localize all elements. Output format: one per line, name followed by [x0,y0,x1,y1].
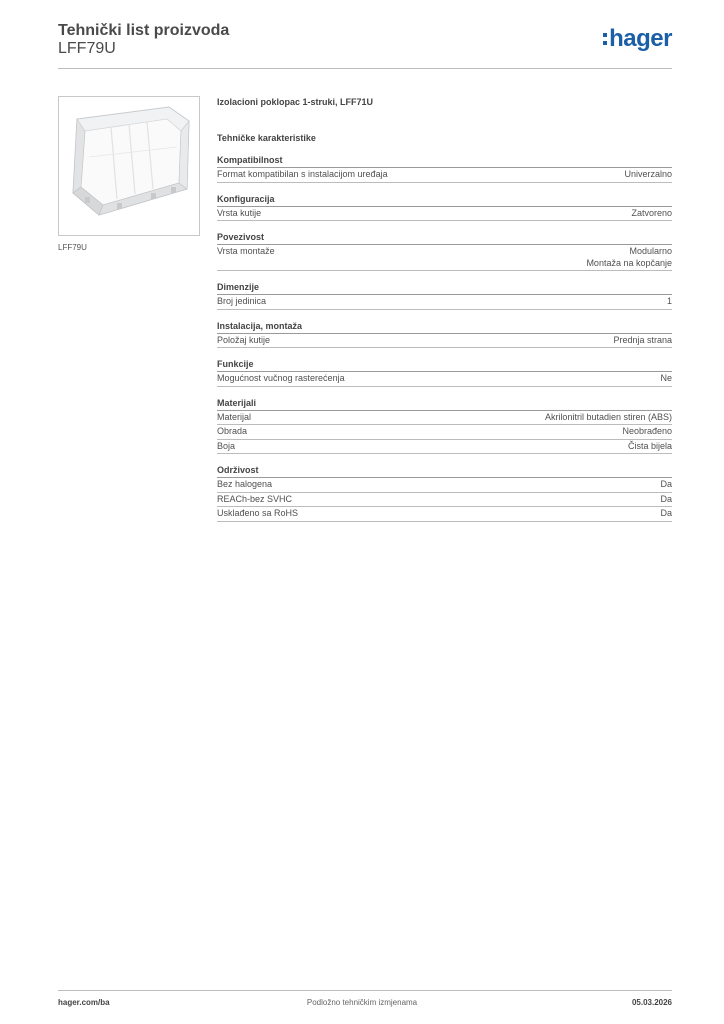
header-divider [58,68,672,69]
spec-value: Prednja strana [613,334,672,345]
spec-value: 1 [666,296,672,306]
spec-row [217,425,672,440]
spec-row [217,493,672,508]
spec-label: Mogućnost vučnog rasterećenja [217,373,345,383]
spec-value: Zatvoreno [631,207,672,218]
spec-label: Bez halogena [217,479,273,489]
tech-characteristics-heading: Tehničke karakteristike [217,133,316,143]
section-title: Materijali [217,396,672,411]
section-title: Kompatibilnost [217,153,672,168]
product-image [58,96,200,236]
spec-value: Akrilonitril butadien stiren (ABS) [544,411,672,422]
image-caption: LFF79U [58,243,87,252]
footer-date: 05.03.2026 [631,998,672,1007]
hager-logo [603,26,672,52]
spec-label: Vrsta montaže [217,246,275,256]
spec-value: Da [660,479,672,489]
spec-value: Da [660,493,672,504]
spec-value: Ne [660,373,672,383]
footer-website-link[interactable]: hager.com/ba [58,998,110,1007]
spec-label: Obrada [217,426,248,436]
product-name: Izolacioni poklopac 1-struki, LFF71U [217,97,374,107]
spec-value: Neobrađeno [622,426,672,436]
spec-row [217,372,672,387]
spec-label: REACh-bez SVHC [217,493,293,504]
footer-divider [58,990,672,991]
spec-row [217,334,672,349]
spec-row [217,245,672,271]
spec-value-line: Modularno [629,246,672,256]
spec-row [217,440,672,455]
spec-label: Materijal [217,411,252,422]
footer-disclaimer: Podložno tehničkim izmjenama [306,998,418,1007]
spec-row [217,478,672,493]
section-title: Konfiguracija [217,192,672,207]
spec-label: Boja [217,440,236,451]
spec-label: Usklađeno sa RoHS [217,508,299,518]
spec-content [217,95,672,522]
spec-row [217,411,672,426]
product-code: LFF79U [58,40,116,57]
spec-label: Vrsta kutije [217,207,262,218]
page-header [58,20,672,70]
section-title: Instalacija, montaža [217,319,672,334]
spec-row [217,207,672,222]
spec-label: Format kompatibilan s instalacijom uređaja [217,169,388,179]
spec-label: Broj jedinica [217,296,267,306]
logo-dots-icon [603,33,607,45]
spec-value: Čista bijela [627,440,672,451]
spec-row [217,507,672,522]
spec-value: Da [660,508,672,518]
spec-row [217,168,672,183]
spec-value [586,246,672,269]
spec-row [217,295,672,310]
spec-label: Položaj kutije [217,334,271,345]
section-title: Dimenzije [217,280,672,295]
logo-wordmark: hager [609,25,672,52]
spec-value: Univerzalno [624,169,672,179]
insulating-cover-illustration [59,97,199,235]
section-title: Povezivost [217,230,672,245]
spec-value-line: Montaža na kopčanje [586,257,672,268]
page-title: Tehnički list proizvoda [58,22,230,39]
section-title: Održivost [217,463,672,478]
section-title: Funkcije [217,357,672,372]
